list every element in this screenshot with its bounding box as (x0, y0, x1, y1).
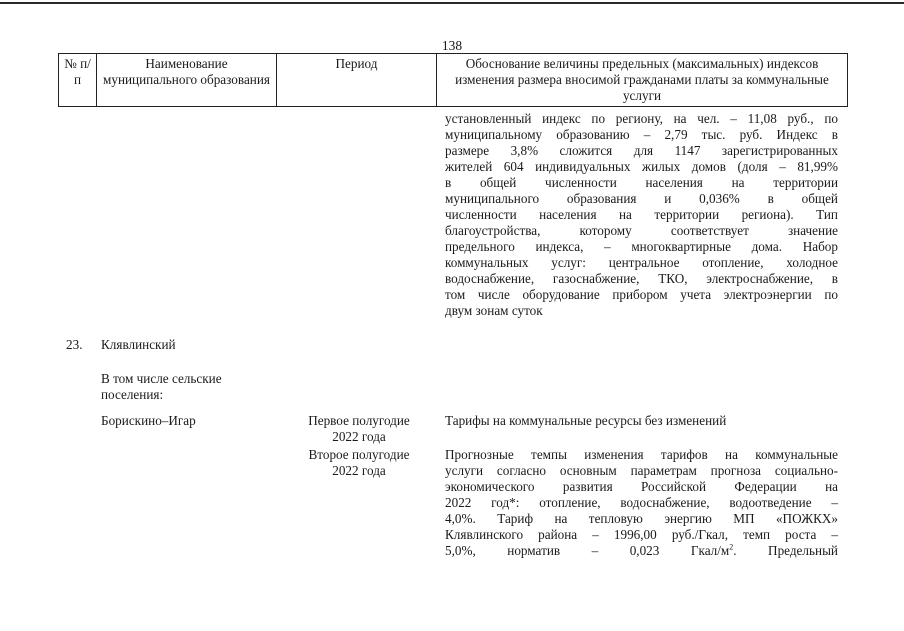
justification-text: . Предельный (733, 543, 838, 558)
justification-line: 4,0%. Тариф на тепловую энергию МП «ПОЖКХ» (445, 511, 838, 526)
justification-line: том числе оборудование прибором учета электроэнергии по (445, 287, 838, 302)
justification-second-half (445, 447, 838, 559)
continuation-justification (445, 111, 838, 319)
justification-line: муниципального образования и 0,036% в общей (445, 191, 838, 206)
justification-line: благоустройства, которому соответствует значение (445, 223, 838, 238)
justification-line: жителей 604 индивидуальных жилых домов (доля – 81,99% (445, 159, 838, 174)
page-number: 138 (441, 38, 463, 53)
justification-line: предельного индекса, – многоквартирные дома. Набор (445, 239, 838, 254)
table-header (58, 53, 848, 107)
justification-line (445, 543, 838, 559)
period-line: 2022 года (332, 463, 386, 478)
superscript: 2 (729, 542, 734, 552)
justification-line: установленный индекс по региону, на чел. – 11,08 руб., по (445, 111, 838, 126)
period-first-half (293, 413, 425, 445)
justification-line: численности населения на территории региона). Тип (445, 207, 838, 222)
justification-line: двум зонам суток (445, 303, 543, 318)
period-line: 2022 года (332, 429, 386, 444)
justification-text: 5,0%, норматив – 0,023 Гкал/м (445, 543, 730, 558)
header-col-number: № п/п (59, 54, 97, 107)
header-col-period: Период (277, 54, 437, 107)
rural-settlements-subheading: В том числе сельские поселения: (101, 371, 222, 402)
justification-line: экономического развития Российской Федерации на (445, 479, 838, 494)
header-col-justification: Обоснование величины предельных (максимальных) индексов изменения размера вносимой гражданами платы за коммунальные услуги (437, 54, 848, 107)
justification-line: Клявлинского района – 1996,00 руб./Гкал, темп роста – (445, 527, 838, 542)
justification-first-half: Тарифы на коммунальные ресурсы без изменений (445, 413, 727, 428)
justification-line: в общей численности населения на территории (445, 175, 838, 190)
header-col-municipality: Наименование муниципального образования (97, 54, 277, 107)
page-top-border (0, 2, 904, 4)
table-header-row (59, 54, 848, 107)
justification-line: Прогнозные темпы изменения тарифов на коммунальные (445, 447, 838, 462)
justification-line: водоснабжение, газоснабжение, ТКО, электроснабжение, в (445, 271, 838, 286)
period-line: Второе полугодие (308, 447, 410, 462)
municipality-name: Клявлинский (101, 337, 176, 352)
justification-line: размере 3,8% сложится для 1147 зарегистрированных (445, 143, 838, 158)
justification-line: услуги согласно основным параметрам прогноза социально- (445, 463, 838, 478)
period-line: Первое полугодие (308, 413, 410, 428)
row-number: 23. (66, 337, 83, 352)
period-second-half (293, 447, 425, 479)
justification-line: 2022 год*: отопление, водоснабжение, водоотведение – (445, 495, 838, 510)
justification-line: муниципальному образованию – 2,79 тыс. руб. Индекс в (445, 127, 838, 142)
justification-line: коммунальных услуг: центральное отопление, холодное (445, 255, 838, 270)
settlement-name: Борискино–Игар (101, 413, 196, 428)
